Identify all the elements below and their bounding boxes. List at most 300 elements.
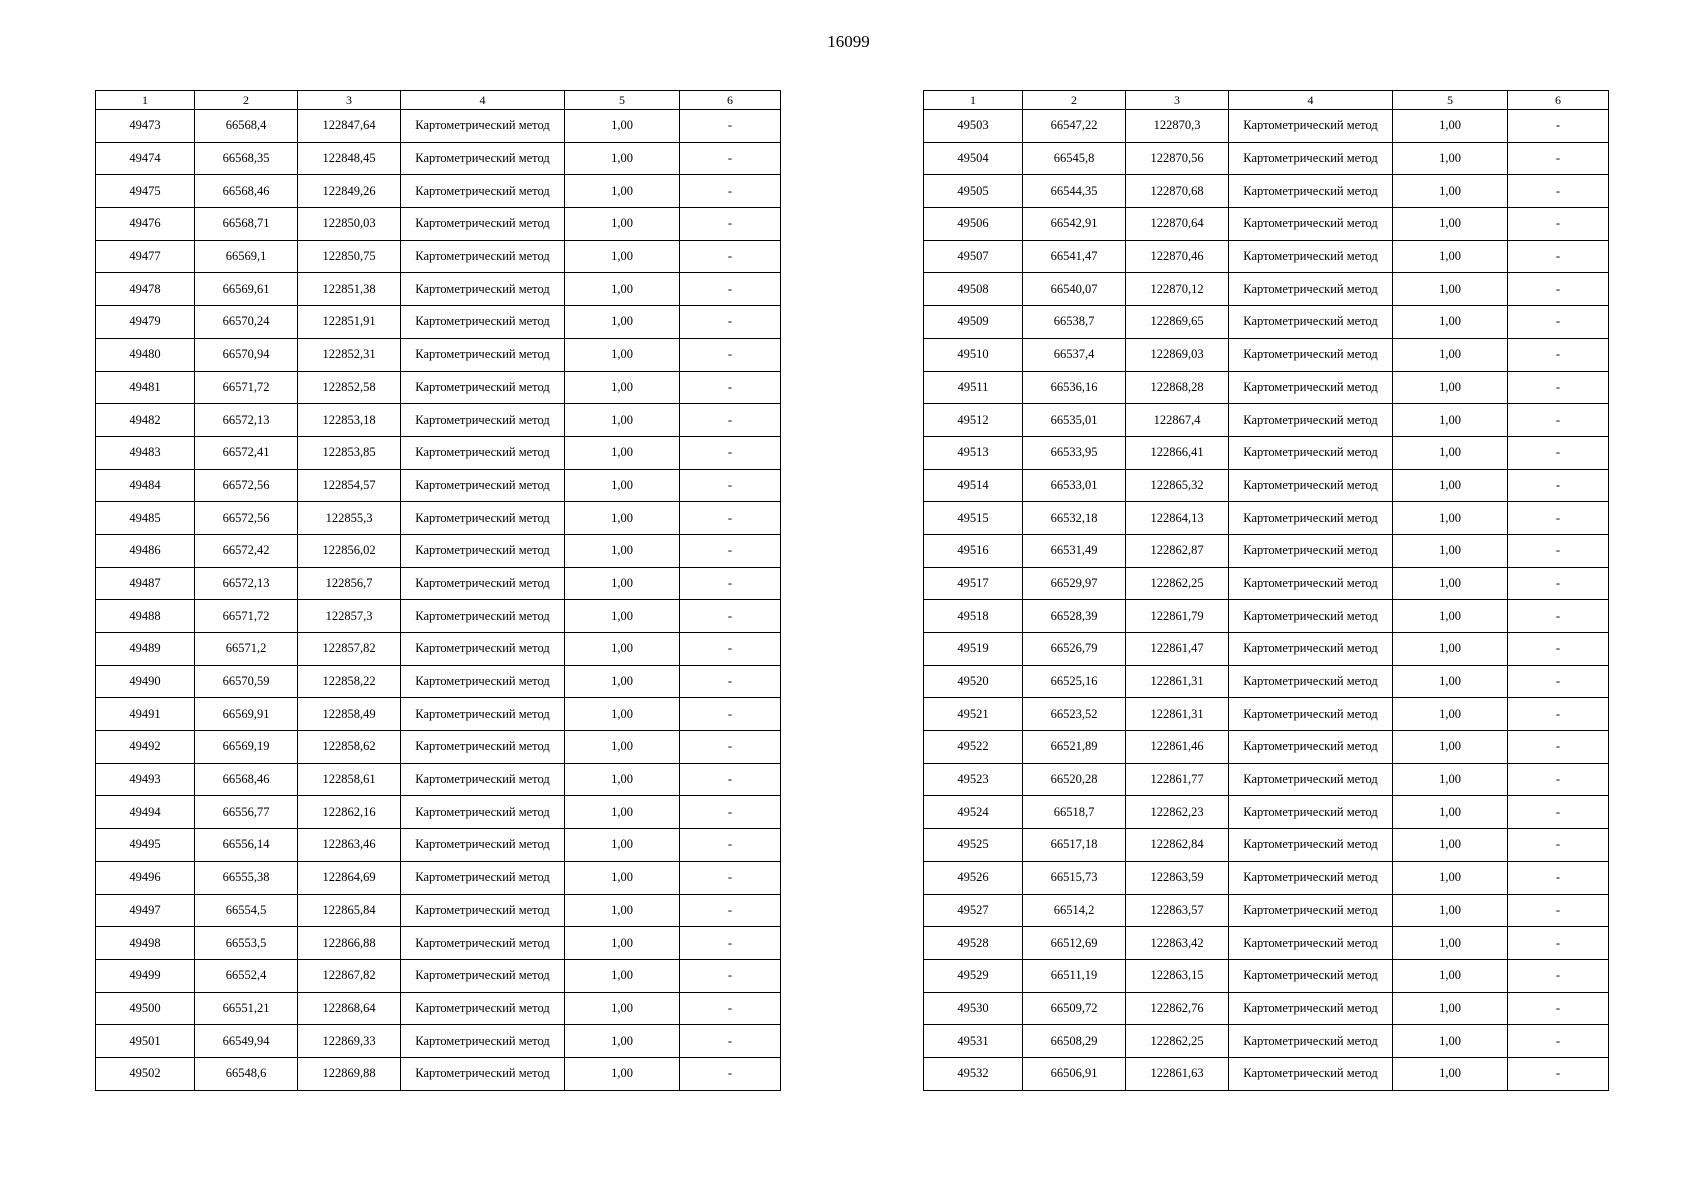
- table-cell: -: [680, 633, 781, 666]
- table-row: [924, 665, 1609, 698]
- table-cell: 66556,77: [195, 796, 298, 829]
- table-cell: 66531,49: [1023, 534, 1126, 567]
- page-number: 16099: [827, 32, 870, 51]
- table-cell: Картометрический метод: [1229, 731, 1393, 764]
- table-cell: 122863,15: [1126, 959, 1229, 992]
- table-cell: 122850,75: [298, 240, 401, 273]
- table-cell: 122870,68: [1126, 175, 1229, 208]
- table-cell: 66533,01: [1023, 469, 1126, 502]
- table-cell: -: [1508, 208, 1609, 241]
- table-cell: 66540,07: [1023, 273, 1126, 306]
- table-cell: 1,00: [1393, 763, 1508, 796]
- table-cell: -: [1508, 959, 1609, 992]
- table-cell: 66572,56: [195, 502, 298, 535]
- table-cell: -: [680, 110, 781, 143]
- table-cell: -: [1508, 436, 1609, 469]
- table-cell: 49527: [924, 894, 1023, 927]
- table-cell: Картометрический метод: [1229, 927, 1393, 960]
- table-cell: 66568,71: [195, 208, 298, 241]
- table-cell: 66551,21: [195, 992, 298, 1025]
- table-cell: -: [1508, 1057, 1609, 1090]
- table-row: [924, 208, 1609, 241]
- table-row: [96, 142, 781, 175]
- table-row: [924, 404, 1609, 437]
- table-cell: Картометрический метод: [1229, 600, 1393, 633]
- table-cell: Картометрический метод: [401, 992, 565, 1025]
- table-cell: 122870,56: [1126, 142, 1229, 175]
- table-cell: -: [1508, 306, 1609, 339]
- column-header: 6: [1508, 91, 1609, 110]
- table-cell: 122862,25: [1126, 1025, 1229, 1058]
- table-cell: -: [1508, 796, 1609, 829]
- table-cell: Картометрический метод: [401, 469, 565, 502]
- table-row: [924, 763, 1609, 796]
- table-cell: -: [680, 142, 781, 175]
- table-cell: 66512,69: [1023, 927, 1126, 960]
- table-cell: Картометрический метод: [1229, 502, 1393, 535]
- table-row: [924, 110, 1609, 143]
- table-cell: 122857,3: [298, 600, 401, 633]
- table-cell: -: [1508, 240, 1609, 273]
- table-cell: -: [680, 698, 781, 731]
- table-cell: -: [1508, 763, 1609, 796]
- table-cell: 122852,58: [298, 371, 401, 404]
- table-cell: 122870,3: [1126, 110, 1229, 143]
- table-cell: 49523: [924, 763, 1023, 796]
- table-cell: 66521,89: [1023, 731, 1126, 764]
- table-cell: 122861,77: [1126, 763, 1229, 796]
- table-row: [924, 829, 1609, 862]
- table-row: [96, 110, 781, 143]
- table-cell: 122869,65: [1126, 306, 1229, 339]
- table-cell: 1,00: [565, 306, 680, 339]
- table-cell: 66568,35: [195, 142, 298, 175]
- table-cell: 66533,95: [1023, 436, 1126, 469]
- table-cell: 49520: [924, 665, 1023, 698]
- table-cell: 66545,8: [1023, 142, 1126, 175]
- table-cell: Картометрический метод: [401, 175, 565, 208]
- table-row: [924, 1025, 1609, 1058]
- table-cell: 1,00: [565, 829, 680, 862]
- table-cell: 122867,82: [298, 959, 401, 992]
- table-cell: -: [1508, 404, 1609, 437]
- table-cell: 49489: [96, 633, 195, 666]
- table-cell: 122869,33: [298, 1025, 401, 1058]
- table-cell: 49517: [924, 567, 1023, 600]
- table-cell: 66508,29: [1023, 1025, 1126, 1058]
- table-cell: 1,00: [1393, 829, 1508, 862]
- table-row: [924, 992, 1609, 1025]
- table-row: [96, 1057, 781, 1090]
- table-cell: 1,00: [1393, 110, 1508, 143]
- table-cell: 66548,6: [195, 1057, 298, 1090]
- table-cell: 49485: [96, 502, 195, 535]
- table-cell: -: [680, 600, 781, 633]
- table-cell: 122863,59: [1126, 861, 1229, 894]
- table-cell: 49502: [96, 1057, 195, 1090]
- table-cell: 1,00: [565, 110, 680, 143]
- table-cell: -: [680, 208, 781, 241]
- table-cell: 49532: [924, 1057, 1023, 1090]
- column-header: 1: [96, 91, 195, 110]
- table-cell: -: [680, 861, 781, 894]
- table-cell: Картометрический метод: [1229, 698, 1393, 731]
- table-row: [96, 404, 781, 437]
- table-cell: 49511: [924, 371, 1023, 404]
- table-cell: Картометрический метод: [1229, 763, 1393, 796]
- table-row: [924, 731, 1609, 764]
- table-cell: 122861,46: [1126, 731, 1229, 764]
- table-cell: 66553,5: [195, 927, 298, 960]
- table-row: [96, 992, 781, 1025]
- table-cell: 1,00: [565, 665, 680, 698]
- table-cell: 49481: [96, 371, 195, 404]
- table-cell: 122870,12: [1126, 273, 1229, 306]
- table-row: [96, 469, 781, 502]
- table-cell: 1,00: [1393, 371, 1508, 404]
- table-body-right: [924, 110, 1609, 1091]
- table-cell: 66547,22: [1023, 110, 1126, 143]
- table-row: [96, 1025, 781, 1058]
- table-cell: 122858,22: [298, 665, 401, 698]
- table-cell: Картометрический метод: [1229, 861, 1393, 894]
- table-cell: Картометрический метод: [1229, 240, 1393, 273]
- table-cell: 66569,91: [195, 698, 298, 731]
- table-cell: 122866,88: [298, 927, 401, 960]
- table-cell: Картометрический метод: [1229, 534, 1393, 567]
- table-cell: 122847,64: [298, 110, 401, 143]
- table-row: [96, 175, 781, 208]
- table-cell: 1,00: [1393, 894, 1508, 927]
- table-cell: 49488: [96, 600, 195, 633]
- table-cell: -: [680, 240, 781, 273]
- table-cell: Картометрический метод: [1229, 829, 1393, 862]
- table-cell: 1,00: [565, 763, 680, 796]
- table-cell: -: [680, 567, 781, 600]
- table-cell: -: [1508, 175, 1609, 208]
- table-cell: 66541,47: [1023, 240, 1126, 273]
- table-cell: -: [680, 371, 781, 404]
- table-row: [924, 338, 1609, 371]
- table-cell: Картометрический метод: [1229, 665, 1393, 698]
- table-cell: 1,00: [565, 1025, 680, 1058]
- table-cell: 1,00: [1393, 338, 1508, 371]
- table-cell: Картометрический метод: [1229, 208, 1393, 241]
- table-cell: 1,00: [565, 927, 680, 960]
- table-cell: Картометрический метод: [1229, 894, 1393, 927]
- table-cell: 122862,76: [1126, 992, 1229, 1025]
- table-cell: 49494: [96, 796, 195, 829]
- table-row: [924, 469, 1609, 502]
- table-cell: Картометрический метод: [1229, 273, 1393, 306]
- table-cell: Картометрический метод: [401, 763, 565, 796]
- table-cell: 122854,57: [298, 469, 401, 502]
- table-row: [96, 567, 781, 600]
- table-row: [96, 240, 781, 273]
- table-cell: 66569,19: [195, 731, 298, 764]
- table-cell: 49509: [924, 306, 1023, 339]
- table-cell: 1,00: [565, 142, 680, 175]
- table-cell: Картометрический метод: [401, 894, 565, 927]
- table-cell: 122848,45: [298, 142, 401, 175]
- table-cell: Картометрический метод: [1229, 110, 1393, 143]
- column-header: 2: [1023, 91, 1126, 110]
- table-cell: 1,00: [1393, 208, 1508, 241]
- table-cell: -: [680, 796, 781, 829]
- table-cell: 49505: [924, 175, 1023, 208]
- table-cell: 66518,7: [1023, 796, 1126, 829]
- table-row: [96, 763, 781, 796]
- table-cell: Картометрический метод: [401, 698, 565, 731]
- table-row: [924, 436, 1609, 469]
- table-row: [96, 927, 781, 960]
- table-cell: 122870,46: [1126, 240, 1229, 273]
- table-row: [96, 894, 781, 927]
- table-cell: -: [680, 404, 781, 437]
- table-cell: -: [680, 469, 781, 502]
- table-cell: Картометрический метод: [1229, 796, 1393, 829]
- table-cell: 66555,38: [195, 861, 298, 894]
- table-cell: -: [1508, 1025, 1609, 1058]
- table-cell: 66532,18: [1023, 502, 1126, 535]
- table-cell: Картометрический метод: [401, 436, 565, 469]
- table-cell: 122863,46: [298, 829, 401, 862]
- column-header: 5: [565, 91, 680, 110]
- table-row: [96, 534, 781, 567]
- table-row: [924, 894, 1609, 927]
- table-cell: 1,00: [565, 404, 680, 437]
- table-cell: 122850,03: [298, 208, 401, 241]
- table-cell: 66568,46: [195, 763, 298, 796]
- table-cell: Картометрический метод: [1229, 175, 1393, 208]
- table-cell: 66571,72: [195, 600, 298, 633]
- table-cell: Картометрический метод: [1229, 404, 1393, 437]
- table-cell: 122864,69: [298, 861, 401, 894]
- table-cell: 1,00: [565, 633, 680, 666]
- table-row: [924, 861, 1609, 894]
- column-header: 4: [401, 91, 565, 110]
- table-cell: 1,00: [1393, 436, 1508, 469]
- table-cell: Картометрический метод: [1229, 436, 1393, 469]
- table-row: [924, 633, 1609, 666]
- table-cell: -: [1508, 665, 1609, 698]
- table-cell: Картометрический метод: [401, 502, 565, 535]
- table-cell: 49484: [96, 469, 195, 502]
- table-cell: -: [1508, 567, 1609, 600]
- table-cell: 122868,64: [298, 992, 401, 1025]
- table-row: [96, 338, 781, 371]
- table-cell: 122851,91: [298, 306, 401, 339]
- table-cell: 49524: [924, 796, 1023, 829]
- table-cell: 1,00: [1393, 567, 1508, 600]
- table-cell: 66549,94: [195, 1025, 298, 1058]
- table-cell: 49504: [924, 142, 1023, 175]
- table-cell: 1,00: [565, 959, 680, 992]
- table-cell: 66572,41: [195, 436, 298, 469]
- table-cell: -: [1508, 731, 1609, 764]
- table-cell: Картометрический метод: [401, 1057, 565, 1090]
- column-header: 3: [298, 91, 401, 110]
- table-cell: 1,00: [1393, 698, 1508, 731]
- table-cell: 66572,13: [195, 404, 298, 437]
- table-cell: 66569,1: [195, 240, 298, 273]
- table-cell: 122857,82: [298, 633, 401, 666]
- table-cell: 1,00: [565, 567, 680, 600]
- table-cell: Картометрический метод: [1229, 1025, 1393, 1058]
- table-cell: 1,00: [1393, 502, 1508, 535]
- table-cell: -: [680, 829, 781, 862]
- table-cell: 122861,31: [1126, 698, 1229, 731]
- table-cell: Картометрический метод: [401, 829, 565, 862]
- table-cell: -: [1508, 502, 1609, 535]
- table-cell: -: [680, 338, 781, 371]
- table-cell: -: [1508, 338, 1609, 371]
- table-cell: 1,00: [565, 208, 680, 241]
- table-row: [924, 534, 1609, 567]
- table-cell: 122851,38: [298, 273, 401, 306]
- table-cell: 66570,94: [195, 338, 298, 371]
- table-cell: 49514: [924, 469, 1023, 502]
- table-row: [96, 600, 781, 633]
- table-cell: 122865,84: [298, 894, 401, 927]
- table-cell: 1,00: [565, 371, 680, 404]
- table-cell: 122861,79: [1126, 600, 1229, 633]
- table-cell: 49483: [96, 436, 195, 469]
- table-cell: Картометрический метод: [401, 306, 565, 339]
- table-cell: 49515: [924, 502, 1023, 535]
- table-cell: 122870,64: [1126, 208, 1229, 241]
- table-cell: 66515,73: [1023, 861, 1126, 894]
- table-cell: 66568,46: [195, 175, 298, 208]
- table-cell: 122856,02: [298, 534, 401, 567]
- table-cell: 1,00: [565, 469, 680, 502]
- table-cell: 66535,01: [1023, 404, 1126, 437]
- table-cell: 66556,14: [195, 829, 298, 862]
- table-cell: 1,00: [1393, 306, 1508, 339]
- table-cell: 49526: [924, 861, 1023, 894]
- table-cell: Картометрический метод: [401, 110, 565, 143]
- table-cell: 49474: [96, 142, 195, 175]
- table-cell: 122867,4: [1126, 404, 1229, 437]
- table-cell: -: [680, 175, 781, 208]
- table-cell: Картометрический метод: [401, 371, 565, 404]
- table-cell: Картометрический метод: [401, 534, 565, 567]
- table-cell: -: [1508, 273, 1609, 306]
- table-row: [96, 273, 781, 306]
- table-cell: 1,00: [565, 861, 680, 894]
- table-cell: 1,00: [1393, 992, 1508, 1025]
- table-cell: 49499: [96, 959, 195, 992]
- table-cell: Картометрический метод: [1229, 959, 1393, 992]
- table-cell: -: [680, 927, 781, 960]
- table-cell: 49516: [924, 534, 1023, 567]
- table-cell: Картометрический метод: [401, 861, 565, 894]
- table-cell: 122858,62: [298, 731, 401, 764]
- table-row: [96, 306, 781, 339]
- table-cell: -: [680, 306, 781, 339]
- table-cell: 66572,13: [195, 567, 298, 600]
- table-cell: 122865,32: [1126, 469, 1229, 502]
- table-cell: 1,00: [1393, 1025, 1508, 1058]
- table-cell: 1,00: [565, 175, 680, 208]
- table-cell: 49529: [924, 959, 1023, 992]
- table-cell: 49493: [96, 763, 195, 796]
- table-cell: -: [680, 665, 781, 698]
- table-cell: 1,00: [565, 796, 680, 829]
- coordinates-table-right: [923, 90, 1609, 1091]
- table-cell: 1,00: [565, 436, 680, 469]
- table-cell: 66509,72: [1023, 992, 1126, 1025]
- table-cell: 49522: [924, 731, 1023, 764]
- table-cell: Картометрический метод: [1229, 142, 1393, 175]
- table-cell: 122868,28: [1126, 371, 1229, 404]
- table-cell: 122866,41: [1126, 436, 1229, 469]
- table-cell: 66538,7: [1023, 306, 1126, 339]
- table-cell: 49492: [96, 731, 195, 764]
- table-cell: 1,00: [565, 338, 680, 371]
- table-cell: 66506,91: [1023, 1057, 1126, 1090]
- table-cell: 49503: [924, 110, 1023, 143]
- table-row: [924, 502, 1609, 535]
- table-cell: 122863,42: [1126, 927, 1229, 960]
- table-cell: 122862,25: [1126, 567, 1229, 600]
- column-header: 3: [1126, 91, 1229, 110]
- table-cell: 66554,5: [195, 894, 298, 927]
- table-row: [96, 208, 781, 241]
- table-row: [924, 567, 1609, 600]
- table-cell: 66523,52: [1023, 698, 1126, 731]
- table-row: [924, 796, 1609, 829]
- table-cell: 1,00: [1393, 861, 1508, 894]
- table-cell: -: [680, 992, 781, 1025]
- table-cell: 122863,57: [1126, 894, 1229, 927]
- table-cell: 49518: [924, 600, 1023, 633]
- table-cell: Картометрический метод: [401, 665, 565, 698]
- table-cell: 122869,03: [1126, 338, 1229, 371]
- table-cell: Картометрический метод: [401, 567, 565, 600]
- table-cell: 49525: [924, 829, 1023, 862]
- table-cell: Картометрический метод: [1229, 338, 1393, 371]
- table-cell: 1,00: [565, 534, 680, 567]
- table-cell: Картометрический метод: [401, 959, 565, 992]
- table-cell: 49491: [96, 698, 195, 731]
- table-cell: 49508: [924, 273, 1023, 306]
- table-cell: 122849,26: [298, 175, 401, 208]
- table-cell: 49486: [96, 534, 195, 567]
- table-row: [924, 142, 1609, 175]
- table-cell: 49528: [924, 927, 1023, 960]
- table-row: [96, 959, 781, 992]
- table-cell: 66511,19: [1023, 959, 1126, 992]
- table-cell: 49480: [96, 338, 195, 371]
- table-cell: 49477: [96, 240, 195, 273]
- table-cell: 66536,16: [1023, 371, 1126, 404]
- table-cell: Картометрический метод: [1229, 633, 1393, 666]
- table-cell: Картометрический метод: [1229, 469, 1393, 502]
- table-cell: -: [680, 1057, 781, 1090]
- table-cell: 122862,87: [1126, 534, 1229, 567]
- table-cell: Картометрический метод: [401, 208, 565, 241]
- table-cell: 1,00: [1393, 1057, 1508, 1090]
- table-header-row: [924, 91, 1609, 110]
- table-cell: 66525,16: [1023, 665, 1126, 698]
- column-header: 6: [680, 91, 781, 110]
- table-cell: 1,00: [1393, 534, 1508, 567]
- table-cell: 1,00: [1393, 469, 1508, 502]
- table-cell: -: [1508, 469, 1609, 502]
- table-row: [96, 371, 781, 404]
- table-cell: -: [1508, 861, 1609, 894]
